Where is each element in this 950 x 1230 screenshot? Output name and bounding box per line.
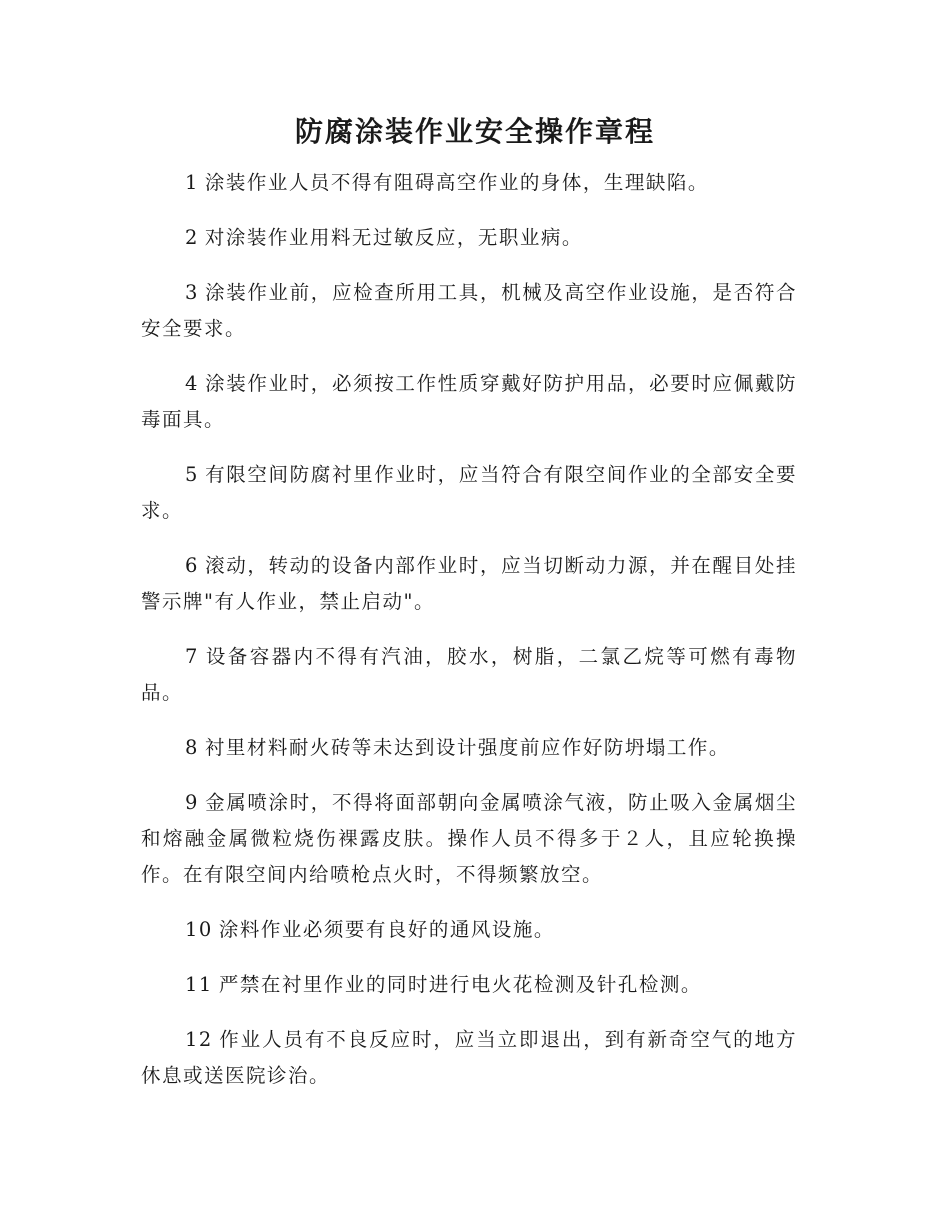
clause-text: 滚动，转动的设备内部作业时，应当切断动力源，并在醒目处挂警示牌"有人作业，禁止启动"。 (141, 554, 797, 613)
clause-number: 8 (185, 736, 199, 759)
clause-number: 2 (185, 226, 199, 249)
clause-number: 5 (185, 463, 199, 486)
clause-12 (141, 1022, 797, 1094)
clause-text: 衬里材料耐火砖等未达到设计强度前应作好防坍塌工作。 (204, 736, 730, 759)
clause-1 (141, 165, 797, 201)
clause-10 (141, 912, 797, 948)
clause-3 (141, 275, 797, 347)
clause-number: 7 (185, 645, 199, 668)
clause-5 (141, 457, 797, 529)
clause-text: 有限空间防腐衬里作业时，应当符合有限空间作业的全部安全要求。 (141, 463, 797, 522)
clause-text: 严禁在衬里作业的同时进行电火花检测及针孔检测。 (218, 973, 702, 996)
page-title: 防腐涂装作业安全操作章程 (294, 115, 655, 148)
clause-7 (141, 639, 797, 711)
clause-number: 11 (185, 973, 213, 996)
clause-number: 4 (185, 372, 199, 395)
clause-2 (141, 220, 797, 256)
clause-4 (141, 366, 797, 438)
clause-text: 涂装作业前，应检查所用工具，机械及高空作业设施，是否符合安全要求。 (141, 281, 797, 340)
clause-number: 1 (185, 171, 199, 194)
clause-6 (141, 548, 797, 620)
clause-text: 涂装作业人员不得有阻碍高空作业的身体，生理缺陷。 (204, 171, 709, 194)
clause-number: 6 (185, 554, 199, 577)
clause-9 (141, 785, 797, 893)
clause-text: 涂装作业时，必须按工作性质穿戴好防护用品，必要时应佩戴防毒面具。 (141, 372, 797, 431)
clause-11 (141, 967, 797, 1003)
clause-number: 9 (185, 791, 199, 814)
clause-text: 设备容器内不得有汽油，胶水，树脂，二氯乙烷等可燃有毒物品。 (141, 645, 797, 704)
document-body (141, 165, 797, 1113)
clause-number: 12 (185, 1028, 213, 1051)
clause-text: 作业人员有不良反应时，应当立即退出，到有新奇空气的地方休息或送医院诊治。 (141, 1028, 797, 1087)
clause-text: 金属喷涂时，不得将面部朝向金属喷涂气液，防止吸入金属烟尘和熔融金属微粒烧伤裸露皮肤。操作人员不得多于２人，且应轮换操作。在有限空间内给喷枪点火时，不得频繁放空。 (141, 791, 797, 886)
clause-text: 对涂装作业用料无过敏反应，无职业病。 (204, 226, 583, 249)
clause-8 (141, 730, 797, 766)
clause-number: 3 (185, 281, 199, 304)
clause-text: 涂料作业必须要有良好的通风设施。 (218, 918, 555, 941)
clause-number: 10 (185, 918, 213, 941)
